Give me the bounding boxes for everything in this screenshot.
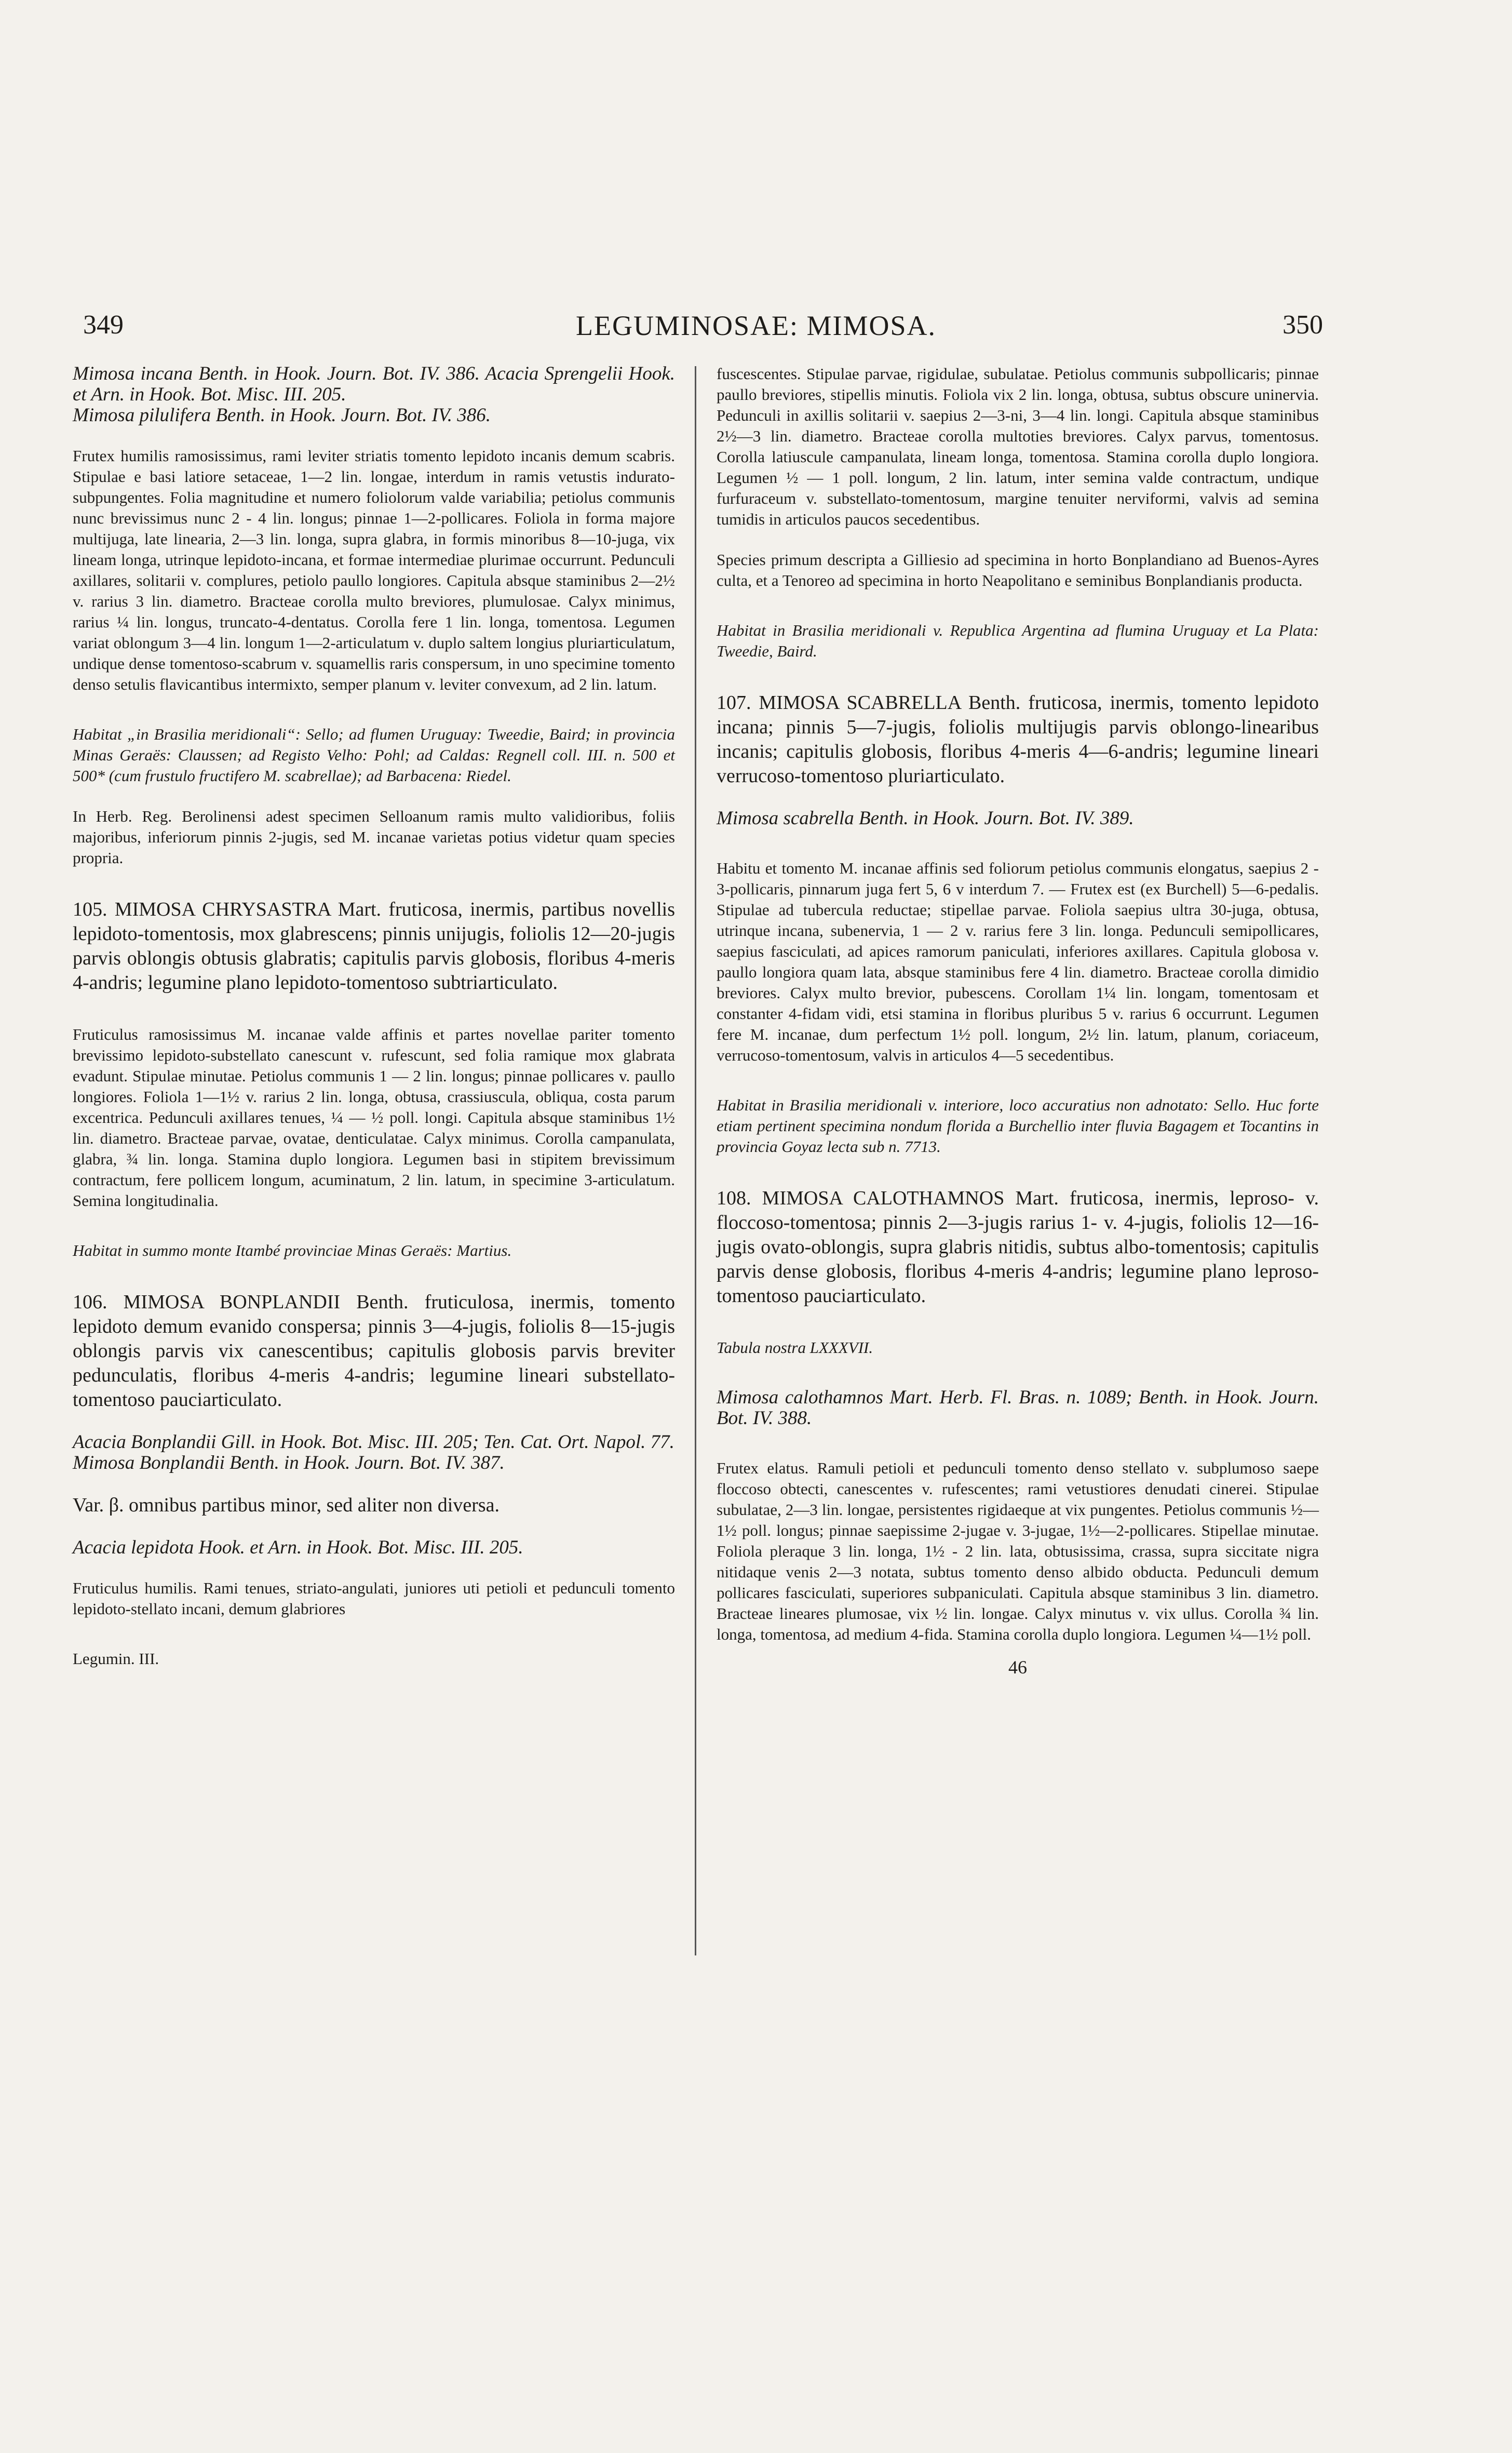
description-bonplandii-cont: fuscescentes. Stipulae parvae, rigidulae, subulatae. Petiolus communis subpollicaris; pinnae paullo breviores, stipellis minutis. Foliola vix 2 lin. longa, obtusa, subtus obscure uninervia. Pedunculi in axillis solitarii v. saepius 2—3-ni, 3—4 lin. longi. Capitula absque staminibus 2½—3 lin. diametro. Bracteae corolla multoties breviores. Calyx parvus, tomentosus. Corolla latiuscule campanulata, lineam longa, tomentosa. Stamina corolla duplo longiora. Legumen ½ — 1 poll. longum, 2 lin. latum, inter semina valde contractum, undique furfuraceum v. substellato-tomentosum, margine tenuiter nerviformi, valvis ad semina tumidis in articulos paucos secedentibus.	[717, 365, 1319, 528]
running-header	[0, 310, 1512, 356]
synonym-mimosa-bonplandii: Mimosa Bonplandii Benth. in Hook. Journ. Bot. IV. 387.	[73, 1452, 505, 1473]
description-scabrella: Habitu et tomento M. incanae affinis sed foliorum petiolus communis elongatus, saepius 2 - 3-pollicaris, pinnarum juga fert 5, 6 v interdum 7. — Frutex est (ex Burchell) 5—6-pedalis. Stipulae ad tubercula reductae; stipellae parvae. Foliola saepius ultra 30-juga, obtusa, utrinque incana, subenervia, 1 — 2 v. rarius fere 3 lin. longa. Pedunculi semipollicares, saepius fasciculati, ad apices ramorum paniculati, inferiores axillares. Capitula globosa v. paullo longiora quam lata, absque staminibus fere 4 lin. diametro. Bracteae corolla dimidio breviores. Calyx multo brevior, pubescens. Corollam 1¼ lin. longam, tomentosam et constanter 4-fidam vidi, etsi stamina in floribus pluribus 5 v. rarius 6 occurrunt. Legumen fere M. incanae, dum perfectum 1½ poll. longum, 2½ lin. latum, planum, coriaceum, verrucoso-tomentosum, valvis in articulos 4—5 secedentibus.	[717, 859, 1319, 1064]
habitat-incana: Habitat „in Brasilia meridionali“: Sello; ad flumen Uruguay: Tweedie, Baird; in provincia Minas Geraës: Claussen; ad Registo Velho: Pohl; ad Caldas: Regnell coll. III. n. 500 et 500* (cum frustulo fructifero M. scabrellae); ad Barbacena: Riedel.	[73, 725, 675, 785]
folio-number: 46	[1008, 1657, 1027, 1678]
signature-mark: Legumin. III.	[73, 1650, 159, 1668]
habitat-scabrella: Habitat in Brasilia meridionali v. interiore, loco accuratius non adnotato: Sello. Huc forte etiam pertinent specimina nondum florida a Burchellio inter fluvia Bagagem et Tocantins in provincia Goyaz lecta sub n. 7713.	[717, 1096, 1319, 1156]
diagnosis-calothamnos: 108. MIMOSA CALOTHAMNOS Mart. fruticosa, inermis, leproso- v. floccoso-tomentosa; pinnis 2—3-jugis rarius 1- v. 4-jugis, foliolis 12—16-jugis ovato-oblongis, supra glabris nitidis, subtus albo-tomentosis; capitulis parvis dense globosis, floribus 4-meris 4-andris; legumine plano leproso-tomentoso pauciarticulato.	[717, 1187, 1319, 1307]
column-divider	[695, 366, 696, 1955]
habitat-chrysastra: Habitat in summo monte Itambé provinciae Minas Geraës: Martius.	[73, 1241, 512, 1259]
diagnosis-bonplandii: 106. MIMOSA BONPLANDII Benth. fruticulosa, inermis, tomento lepidoto demum evanido conspersa; pinnis 3—4-jugis, foliolis 8—15-jugis oblongis parvis vix canescentibus; capitulis globosis parvis breviter pedunculatis, floribus 4-meris 4-andris; legumine lineari substellato-tomentoso pauciarticulato.	[73, 1291, 675, 1411]
note-bonplandii: Species primum descripta a Gilliesio ad specimina in horto Bonplandiano ad Buenos-Ayres culta, et a Tenoreo ad specimina in horto Neapolitano e seminibus Bonplandianis producta.	[717, 551, 1319, 589]
right-page-number: 350	[1282, 310, 1323, 340]
synonym-incana: Mimosa incana Benth. in Hook. Journ. Bot. IV. 386. Acacia Sprengelii Hook. et Arn. in Hook. Bot. Misc. III. 205.	[73, 363, 675, 405]
description-calothamnos: Frutex elatus. Ramuli petioli et pedunculi tomento denso stellato v. subplumoso saepe floccoso obtecti, canescentes v. rufescentes; rami vetustiores denudati cinerei. Stipulae subulatae, 2—3 lin. longae, persistentes rigidaeque at vix pungentes. Petiolus communis ½—1½ poll. longus; pinnae saepissime 2-jugae v. 3-jugae, 1½—2-pollicares. Stipellae minutae. Foliola pleraque 3 lin. longa, 1½ - 2 lin. lata, obtusissima, crassa, supra siccitate nigra nitidaque venis 2—3 notata, subtus tomento denso albido obducta. Pedunculi demum pollicares fasciculati, superiores subpaniculati. Capitula absque staminibus 3 lin. diametro. Bracteae lineares plumosae, vix ½ lin. longae. Calyx minutus v. vix ullus. Corolla ¾ lin. longa, tomentosa, ad medium 4-fida. Stamina corolla duplo longiora. Legumen ¼—1½ poll.	[717, 1459, 1319, 1643]
plate-reference: Tabula nostra LXXXVII.	[717, 1338, 873, 1357]
running-title: LEGUMINOSAE: MIMOSA.	[575, 310, 936, 341]
diagnosis-scabrella: 107. MIMOSA SCABRELLA Benth. fruticosa, inermis, tomento lepidoto incana; pinnis 5—7-jugis, foliolis multijugis parvis oblongo-linearibus incanis; capitulis globosis, floribus 4-meris 4—6-andris; legumine lineari verrucoso-tomentoso pluriarticulato.	[717, 692, 1319, 787]
synonym-scabrella: Mimosa scabrella Benth. in Hook. Journ. Bot. IV. 389.	[717, 808, 1134, 829]
synonym-pilulifera: Mimosa pilulifera Benth. in Hook. Journ. Bot. IV. 386.	[73, 405, 491, 426]
habitat-bonplandii: Habitat in Brasilia meridionali v. Republica Argentina ad flumina Uruguay et La Plata: Tweedie, Baird.	[717, 621, 1319, 660]
variety-beta: Var. β. omnibus partibus minor, sed aliter non diversa.	[73, 1494, 500, 1516]
synonym-acacia-bonplandii: Acacia Bonplandii Gill. in Hook. Bot. Misc. III. 205; Ten. Cat. Ort. Napol. 77.	[73, 1431, 674, 1453]
description-chrysastra: Fruticulus ramosissimus M. incanae valde affinis et partes novellae pariter tomento brevissimo lepidoto-substellato canescunt v. rufescunt, sed folia ramique mox glabrata evadunt. Stipulae minutae. Petiolus communis 1 — 2 lin. longus; pinnae pollicares v. paullo longiores. Foliola 1—1½ v. rarius 2 lin. longa, obtusa, crassiuscula, obliqua, costa parum excentrica. Pedunculi axillares tenues, ¼ — ½ poll. longi. Capitula absque staminibus 1½ lin. diametro. Bracteae parvae, ovatae, denticulatae. Calyx minimus. Corolla campanulata, glabra, ¾ lin. longa. Stamina duplo longiora. Legumen basi in stipitem brevissimum contractum, fere pollicem longum, acuminatum, 2 lin. latum, in specimine 3-articulatum. Semina longitudinalia.	[73, 1025, 675, 1210]
left-column	[73, 364, 675, 1669]
diagnosis-chrysastra: 105. MIMOSA CHRYSASTRA Mart. fruticosa, inermis, partibus novellis lepidoto-tomentosis, mox glabrescens; pinnis unijugis, foliolis 12—20-jugis parvis oblongis obtusis glabratis; capitulis parvis globosis, floribus 4-meris 4-andris; legumine plano lepidoto-tomentoso subtriarticulato.	[73, 899, 675, 994]
left-page-number: 349	[83, 310, 124, 340]
right-column	[717, 364, 1319, 1678]
synonym-calothamnos: Mimosa calothamnos Mart. Herb. Fl. Bras. n. 1089; Benth. in Hook. Journ. Bot. IV. 388.	[717, 1387, 1319, 1429]
note-incana: In Herb. Reg. Berolinensi adest specimen Selloanum ramis multo validioribus, foliis majoribus, inferiorum pinnis 2-jugis, sed M. incanae varietas potius videtur quam species propria.	[73, 807, 675, 867]
description-bonplandii-start: Fruticulus humilis. Rami tenues, striato-angulati, juniores uti petioli et pedunculi tomento lepidoto-stellato incani, demum glabriores	[73, 1579, 675, 1618]
description-incana: Frutex humilis ramosissimus, rami leviter striatis tomento lepidoto incanis demum scabris. Stipulae e basi latiore setaceae, 1—2 lin. longae, interdum in ramis vetustis indurato-subpungentes. Folia magnitudine et numero foliolorum valde variabilia; petiolus communis nunc brevissimus nunc 2 - 4 lin. longus; pinnae 1—2-pollicares. Foliola in forma majore multijuga, late linearia, 2—3 lin. longa, supra glabra, in formis minoribus 8—10-juga, vix lineam longa, utrinque lepidoto-incana, et formae intermediae plurimae occurrunt. Pedunculi axillares, solitarii v. complures, petiolo paullo longiores. Capitula absque staminibus 2—2½ v. rarius 3 lin. diametro. Bracteae corolla multo breviores, plumulosae. Calyx minimus, rarius ¼ lin. longus, truncato-4-dentatus. Corolla fere 1 lin. longa, tomentosa. Legumen variat oblongum 3—4 lin. longum 1—2-articulatum v. duplo saltem longius pluriarticulatum, undique dense tomentoso-scabrum v. squamellis raris conspersum, in uno specimine tomento denso setulis flavicantibus intermixto, semper planum v. leviter convexum, ad 2 lin. latum.	[73, 447, 675, 693]
synonym-acacia-lepidota: Acacia lepidota Hook. et Arn. in Hook. Bot. Misc. III. 205.	[73, 1537, 523, 1558]
